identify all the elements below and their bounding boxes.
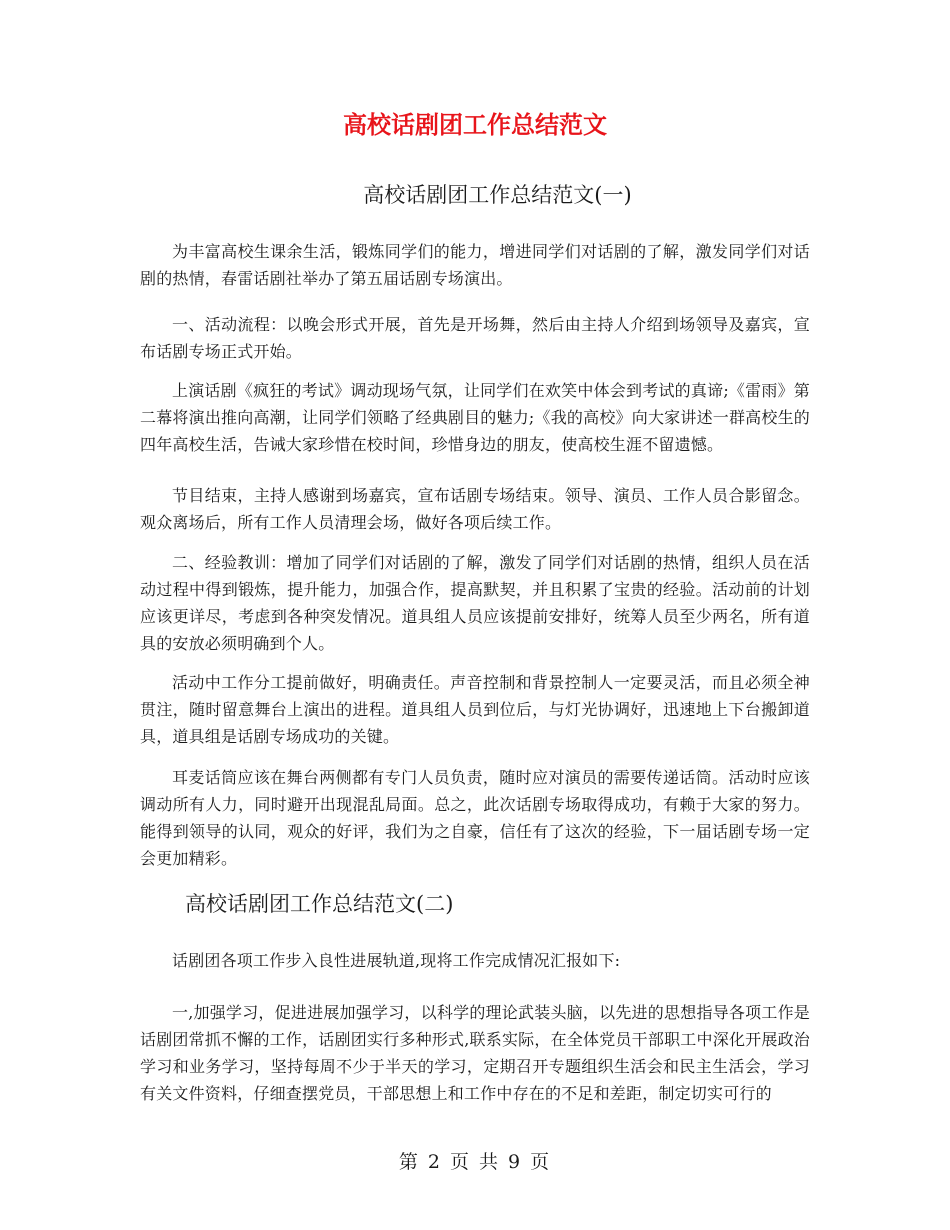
paragraph: 二、经验教训：增加了同学们对话剧的了解，激发了同学们对话剧的热情，组织人员在活动过程中得到锻炼，提升能力，加强合作，提高默契，并且积累了宝贵的经验。活动前的计划应该更详尽，考虑到各种突发情况。道具组人员应该提前安排好，统筹人员至少两名，所有道具的安放必须明确到个人。 [140,553,810,653]
paragraph: 为丰富高校生课余生活，锻炼同学们的能力，增进同学们对话剧的了解，激发同学们对话剧的热情，春雷话剧社举办了第五届话剧专场演出。 [140,242,810,288]
paragraph: 话剧团各项工作步入良性进展轨道,现将工作完成情况汇报如下: [172,951,621,970]
paragraph: 耳麦话筒应该在舞台两侧都有专门人员负责，随时应对演员的需要传递话筒。活动时应该调动所有人力，同时避开出现混乱局面。总之，此次话剧专场取得成功，有赖于大家的努力。能得到领导的认同，观众的好评，我们为之自豪，信任有了这次的经验，下一届话剧专场一定会更加精彩。 [140,768,810,868]
document-title: 高校话剧团工作总结范文 [343,110,607,139]
paragraph: 节目结束，主持人感谢到场嘉宾，宣布话剧专场结束。领导、演员、工作人员合影留念。观众离场后，所有工作人员清理会场，做好各项后续工作。 [140,486,810,532]
paragraph: 活动中工作分工提前做好，明确责任。声音控制和背景控制人一定要灵活，而且必须全神贯注，随时留意舞台上演出的进程。道具组人员到位后，与灯光协调好，迅速地上下台搬卸道具，道具组是话剧专场成功的关键。 [140,673,810,746]
paragraph: 上演话剧《疯狂的考试》调动现场气氛，让同学们在欢笑中体会到考试的真谛;《雷雨》第二幕将演出推向高潮，让同学们领略了经典剧目的魅力;《我的高校》向大家讲述一群高校生的四年高校生活，告诫大家珍惜在校时间，珍惜身边的朋友，使高校生涯不留遗憾。 [140,381,810,454]
paragraph: 一、活动流程：以晚会形式开展，首先是开场舞，然后由主持人介绍到场领导及嘉宾，宣布话剧专场正式开始。 [140,315,810,361]
section-heading-2: 高校话剧团工作总结范文(二) [185,892,454,916]
page-number-footer: 第 2 页 共 9 页 [398,1151,552,1173]
paragraph: 一,加强学习，促进进展加强学习，以科学的理论武装头脑，以先进的思想指导各项工作是话剧团常抓不懈的工作，话剧团实行多种形式,联系实际，在全体党员干部职工中深化开展政治学习和业务学习，坚持每周不少于半天的学习，定期召开专题组织生活会和民主生活会，学习有关文件资料，仔细查摆党员，干部思想上和工作中存在的不足和差距，制定切实可行的 [140,1003,810,1103]
section-heading-1: 高校话剧团工作总结范文(一) [363,183,632,207]
